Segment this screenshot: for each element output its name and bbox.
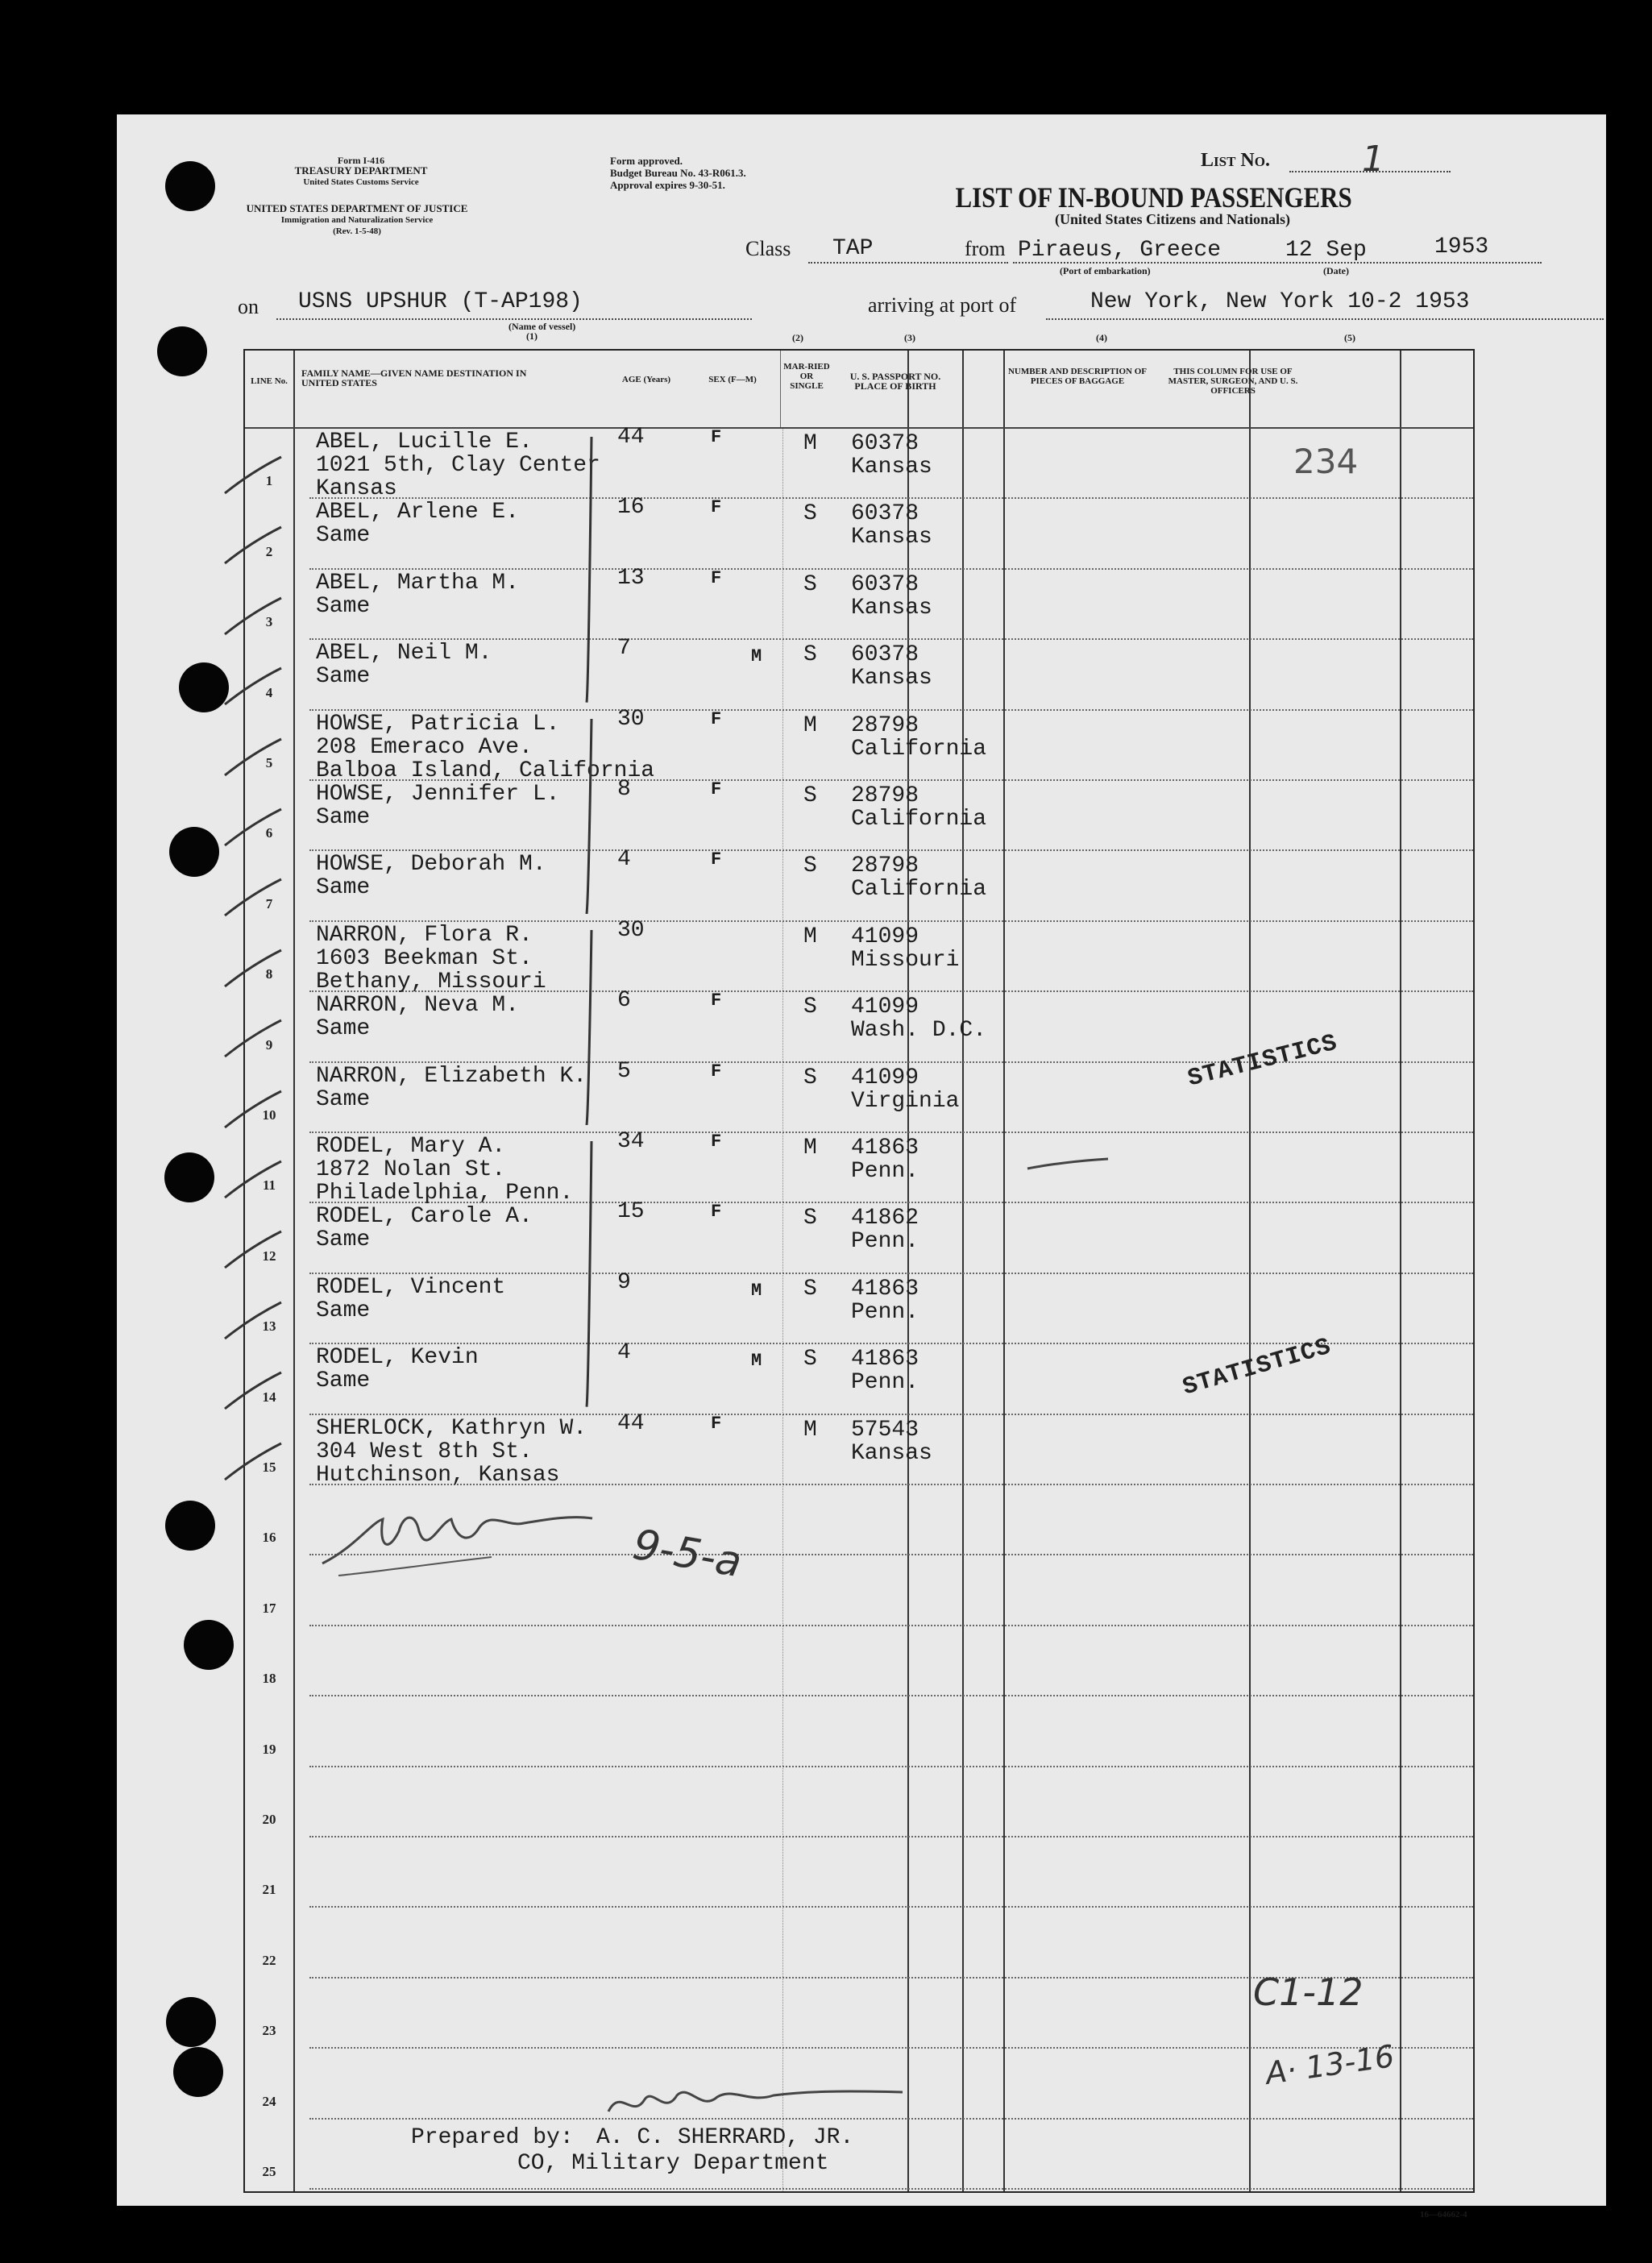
passenger-name: NARRON, Neva M. bbox=[316, 993, 520, 1019]
passenger-destination: Same bbox=[316, 1298, 371, 1323]
passenger-name: ABEL, Arlene E. bbox=[316, 500, 520, 525]
header-divider bbox=[245, 427, 1473, 429]
passport-number: 60378 bbox=[851, 571, 919, 597]
passenger-name: HOWSE, Jennifer L. bbox=[316, 782, 560, 807]
col-header-passport: U. S. PASSPORT NO. PLACE OF BIRTH bbox=[849, 371, 941, 392]
check-mark bbox=[221, 1157, 285, 1206]
check-mark bbox=[221, 1298, 285, 1347]
row-divider bbox=[309, 1906, 1473, 1908]
passenger-age: 30 bbox=[617, 917, 645, 943]
punch-hole bbox=[165, 1501, 215, 1551]
check-mark bbox=[221, 594, 285, 642]
vessel-line bbox=[276, 318, 752, 320]
handwritten-note: 9-5-a bbox=[629, 1520, 745, 1588]
line-number: 17 bbox=[262, 1600, 276, 1616]
passenger-age: 44 bbox=[617, 1410, 645, 1436]
line-number: 10 bbox=[262, 1107, 276, 1123]
col-divider bbox=[293, 351, 295, 2191]
line-number: 9 bbox=[265, 1036, 273, 1053]
arriving-line bbox=[1046, 318, 1604, 320]
line-number: 11 bbox=[262, 1177, 276, 1194]
passport-number: 28798 bbox=[851, 783, 919, 808]
passenger-marital-status: M bbox=[803, 1136, 817, 1161]
passenger-marital-status: M bbox=[803, 431, 817, 456]
passenger-marital-status: S bbox=[803, 783, 817, 808]
passenger-sex-female: F bbox=[711, 567, 722, 588]
passenger-destination-2: Balboa Island, California bbox=[316, 758, 655, 783]
check-mark bbox=[221, 946, 285, 994]
check-mark bbox=[221, 1227, 285, 1276]
place-of-birth: Kansas bbox=[851, 595, 932, 621]
passenger-marital-status: S bbox=[803, 1206, 817, 1231]
passenger-sex-female: F bbox=[711, 779, 722, 799]
col-divider bbox=[782, 427, 783, 2191]
passport-number: 60378 bbox=[851, 431, 919, 456]
passport-number: 60378 bbox=[851, 642, 919, 668]
passport-number: 57543 bbox=[851, 1417, 919, 1443]
passenger-destination-2: Bethany, Missouri bbox=[316, 969, 546, 994]
passenger-marital-status: S bbox=[803, 501, 817, 527]
passenger-age: 7 bbox=[617, 636, 631, 662]
line-number: 18 bbox=[262, 1671, 276, 1687]
check-mark bbox=[221, 664, 285, 712]
passenger-sex-female: F bbox=[711, 1061, 722, 1082]
line-number: 12 bbox=[262, 1248, 276, 1264]
passenger-destination-2: Hutchinson, Kansas bbox=[316, 1462, 560, 1488]
check-mark bbox=[221, 1368, 285, 1417]
row-divider bbox=[309, 1273, 1473, 1274]
passenger-sex-female: F bbox=[711, 1202, 722, 1223]
place-of-birth: Penn. bbox=[851, 1299, 919, 1325]
check-mark bbox=[221, 1087, 285, 1136]
row-divider bbox=[309, 1625, 1473, 1626]
passenger-destination: 1021 5th, Clay Center bbox=[316, 453, 600, 478]
class-label: Class bbox=[745, 237, 791, 260]
line-number: 6 bbox=[265, 825, 273, 841]
prepared-label: Prepared by: bbox=[411, 2125, 574, 2150]
place-of-birth: Kansas bbox=[851, 1440, 932, 1466]
passenger-name: HOWSE, Patricia L. bbox=[316, 711, 560, 737]
check-mark bbox=[221, 1016, 285, 1065]
row-divider bbox=[309, 638, 1473, 640]
line-number: 25 bbox=[262, 2164, 276, 2179]
bracket-mark bbox=[582, 437, 598, 703]
list-no-label: List No. bbox=[1201, 150, 1270, 171]
prepared-title: CO, Military Department bbox=[517, 2151, 829, 2176]
check-mark bbox=[221, 735, 285, 783]
row-divider bbox=[309, 849, 1473, 851]
check-mark bbox=[221, 453, 285, 501]
passenger-name: SHERLOCK, Kathryn W. bbox=[316, 1415, 587, 1441]
dept-justice-sub: Immigration and Naturalization Service bbox=[280, 215, 434, 225]
col-divider bbox=[1249, 351, 1251, 2191]
col-header-sex: SEX (F—M) bbox=[708, 375, 757, 384]
passenger-destination: Same bbox=[316, 1368, 371, 1394]
list-no-value: 1 bbox=[1362, 139, 1384, 180]
row-divider bbox=[309, 1414, 1473, 1415]
passenger-destination: Same bbox=[316, 875, 371, 901]
place-of-birth: Virginia bbox=[851, 1088, 960, 1114]
signature-mark bbox=[306, 1499, 661, 1588]
passenger-destination: 304 West 8th St. bbox=[316, 1439, 533, 1464]
arriving-label: arriving at port of bbox=[868, 293, 1017, 317]
passenger-destination: Same bbox=[316, 664, 371, 690]
passenger-age: 34 bbox=[617, 1129, 645, 1154]
line-number: 7 bbox=[265, 895, 273, 911]
passenger-name: RODEL, Kevin bbox=[316, 1345, 479, 1371]
passenger-destination: Same bbox=[316, 1086, 371, 1112]
approval-line-2: Budget Bureau No. 43-R061.3. bbox=[610, 167, 746, 179]
passenger-age: 13 bbox=[617, 565, 645, 591]
passenger-destination: 1603 Beekman St. bbox=[316, 945, 533, 971]
line-number: 3 bbox=[265, 614, 273, 630]
passenger-marital-status: S bbox=[803, 571, 817, 597]
place-of-birth: Penn. bbox=[851, 1370, 919, 1396]
punch-hole bbox=[166, 1997, 216, 2047]
row-divider bbox=[309, 2047, 1473, 2049]
passenger-age: 6 bbox=[617, 988, 631, 1014]
passenger-destination: 1872 Nolan St. bbox=[316, 1157, 506, 1182]
punch-hole bbox=[173, 2047, 223, 2097]
punch-hole bbox=[157, 326, 207, 376]
passenger-destination: Same bbox=[316, 805, 371, 830]
col-divider bbox=[780, 351, 781, 427]
dept-treasury-sub: United States Customs Service bbox=[303, 177, 419, 187]
row-divider bbox=[309, 1766, 1473, 1767]
passport-number: 41862 bbox=[851, 1206, 919, 1231]
statistics-stamp: STATISTICS bbox=[1185, 1029, 1341, 1094]
passenger-name: ABEL, Martha M. bbox=[316, 570, 520, 596]
col-divider bbox=[1003, 351, 1005, 2191]
col-header-age: AGE (Years) bbox=[621, 375, 671, 384]
col-header-baggage: NUMBER AND DESCRIPTION OF PIECES OF BAGGAGE bbox=[1007, 367, 1148, 386]
handwritten-note: A· 13-16 bbox=[1263, 2038, 1397, 2091]
passenger-age: 15 bbox=[617, 1199, 645, 1225]
line-number: 5 bbox=[265, 755, 273, 770]
revision: (Rev. 1-5-48) bbox=[333, 226, 381, 236]
line-number: 23 bbox=[262, 2023, 276, 2039]
form-number: Form I-416 bbox=[337, 155, 385, 166]
line-number: 2 bbox=[265, 543, 273, 559]
line-number: 24 bbox=[262, 2093, 276, 2109]
row-divider bbox=[309, 497, 1473, 499]
passport-number: 60378 bbox=[851, 501, 919, 527]
passenger-sex-female: F bbox=[711, 990, 722, 1011]
col-3-number: (3) bbox=[904, 332, 915, 343]
passenger-destination: Same bbox=[316, 523, 371, 549]
punch-hole bbox=[184, 1620, 234, 1670]
place-of-birth: Wash. D.C. bbox=[851, 1018, 987, 1044]
date-value: 12 Sep bbox=[1285, 238, 1367, 263]
passenger-table bbox=[243, 349, 1475, 2193]
line-number: 8 bbox=[265, 966, 273, 982]
passenger-marital-status: S bbox=[803, 994, 817, 1020]
passport-number: 41863 bbox=[851, 1136, 919, 1161]
passenger-marital-status: S bbox=[803, 642, 817, 668]
passenger-marital-status: M bbox=[803, 712, 817, 738]
col-divider bbox=[907, 351, 909, 2191]
col-5-number: (5) bbox=[1344, 332, 1355, 343]
place-of-birth: California bbox=[851, 877, 987, 903]
row-divider bbox=[309, 709, 1473, 711]
line-number: 16 bbox=[262, 1530, 276, 1546]
passenger-destination: Same bbox=[316, 593, 371, 619]
class-value: TAP bbox=[832, 236, 874, 261]
col-4-number: (4) bbox=[1096, 332, 1107, 343]
passport-number: 41863 bbox=[851, 1276, 919, 1302]
passenger-sex-female: F bbox=[711, 1132, 722, 1152]
bracket-mark bbox=[582, 719, 598, 914]
passenger-name: RODEL, Vincent bbox=[316, 1274, 506, 1300]
from-label: from bbox=[965, 237, 1006, 260]
col-header-officers: THIS COLUMN FOR USE OF MASTER, SURGEON, AND U. S. OFFICERS bbox=[1168, 367, 1298, 396]
passenger-destination-2: Kansas bbox=[316, 476, 397, 501]
passenger-name: NARRON, Flora R. bbox=[316, 922, 533, 948]
col-divider bbox=[1400, 351, 1401, 2191]
passenger-name: RODEL, Mary A. bbox=[316, 1134, 506, 1159]
place-of-birth: Kansas bbox=[851, 666, 932, 691]
passenger-destination: 208 Emeraco Ave. bbox=[316, 734, 533, 760]
passenger-age: 4 bbox=[617, 1340, 631, 1366]
passport-number: 28798 bbox=[851, 853, 919, 879]
port-caption: (Port of embarkation) bbox=[1060, 265, 1151, 276]
row-divider bbox=[309, 1836, 1473, 1837]
place-of-birth: California bbox=[851, 736, 987, 762]
passenger-destination: Same bbox=[316, 1227, 371, 1253]
passenger-sex-male: M bbox=[751, 1351, 762, 1372]
approval-line-3: Approval expires 9-30-51. bbox=[610, 179, 725, 191]
place-of-birth: Penn. bbox=[851, 1229, 919, 1255]
passenger-sex-female: F bbox=[711, 1413, 722, 1434]
punch-hole bbox=[165, 161, 215, 211]
passenger-sex-female: F bbox=[711, 497, 722, 518]
passenger-sex-male: M bbox=[751, 1280, 762, 1301]
row-divider bbox=[309, 1132, 1473, 1133]
passenger-name: ABEL, Neil M. bbox=[316, 641, 492, 666]
baggage-mark bbox=[1023, 1152, 1112, 1177]
print-code: 16—64662-4 bbox=[1420, 2210, 1467, 2219]
line-number: 1 bbox=[265, 473, 273, 489]
passenger-age: 9 bbox=[617, 1269, 631, 1295]
row-divider bbox=[309, 920, 1473, 922]
passenger-marital-status: S bbox=[803, 1276, 817, 1302]
bracket-mark bbox=[582, 930, 598, 1125]
date-caption: (Date) bbox=[1323, 265, 1349, 276]
passport-number: 41099 bbox=[851, 1065, 919, 1090]
line-number: 20 bbox=[262, 1812, 276, 1827]
check-mark bbox=[221, 875, 285, 924]
row-divider bbox=[309, 568, 1473, 570]
on-label: on bbox=[238, 295, 259, 318]
passenger-age: 44 bbox=[617, 425, 645, 450]
check-mark bbox=[221, 1439, 285, 1488]
line-number: 19 bbox=[262, 1741, 276, 1757]
col-header-married: MAR-RIED OR SINGLE bbox=[783, 362, 830, 391]
prepared-name: A. C. SHERRARD, JR. bbox=[596, 2125, 854, 2150]
passenger-marital-status: S bbox=[803, 1065, 817, 1090]
passenger-name: ABEL, Lucille E. bbox=[316, 430, 533, 455]
row-divider bbox=[309, 1695, 1473, 1696]
passenger-age: 4 bbox=[617, 847, 631, 873]
punch-hole bbox=[164, 1152, 214, 1202]
dept-treasury: TREASURY DEPARTMENT bbox=[294, 164, 428, 176]
line-number: 15 bbox=[262, 1460, 276, 1475]
bracket-mark bbox=[582, 1141, 598, 1407]
passenger-age: 8 bbox=[617, 777, 631, 802]
col-header-line: LINE No. bbox=[251, 376, 288, 386]
passenger-age: 5 bbox=[617, 1058, 631, 1084]
passenger-sex-male: M bbox=[751, 646, 762, 667]
line-number: 21 bbox=[262, 1882, 276, 1898]
page-title: LIST OF IN-BOUND PASSENGERS bbox=[955, 181, 1352, 214]
passport-number: 28798 bbox=[851, 712, 919, 738]
col-header-name: FAMILY NAME—GIVEN NAME DESTINATION IN UNITED STATES bbox=[301, 367, 527, 388]
handwritten-note: C1-12 bbox=[1253, 1970, 1364, 2014]
year-value: 1953 bbox=[1434, 235, 1489, 260]
place-of-birth: Kansas bbox=[851, 455, 932, 480]
passenger-marital-status: M bbox=[803, 1417, 817, 1443]
vessel-caption: (Name of vessel) bbox=[508, 321, 576, 332]
line-number: 22 bbox=[262, 1952, 276, 1968]
statistics-stamp: STATISTICS bbox=[1179, 1333, 1335, 1402]
passenger-marital-status: S bbox=[803, 853, 817, 879]
officer-number: 234 bbox=[1293, 442, 1359, 481]
passenger-sex-female: F bbox=[711, 849, 722, 870]
place-of-birth: Missouri bbox=[851, 947, 960, 973]
col-2-number: (2) bbox=[792, 332, 803, 343]
passenger-sex-female: F bbox=[711, 708, 722, 729]
arrival-port-value: New York, New York 10-2 1953 bbox=[1090, 289, 1470, 314]
class-line bbox=[808, 262, 1008, 264]
passenger-name: HOWSE, Deborah M. bbox=[316, 852, 546, 878]
vessel-value: USNS UPSHUR (T-AP198) bbox=[298, 289, 583, 314]
passport-number: 41099 bbox=[851, 994, 919, 1020]
page-subtitle: (United States Citizens and Nationals) bbox=[1054, 211, 1290, 227]
passenger-marital-status: S bbox=[803, 1347, 817, 1372]
passport-number: 41099 bbox=[851, 924, 919, 949]
place-of-birth: California bbox=[851, 807, 987, 832]
passenger-age: 16 bbox=[617, 495, 645, 521]
approval-line-1: Form approved. bbox=[610, 155, 683, 167]
vessel-col-number: (1) bbox=[526, 330, 538, 342]
col-divider bbox=[962, 351, 964, 2191]
line-number: 14 bbox=[262, 1389, 276, 1405]
passenger-destination-2: Philadelphia, Penn. bbox=[316, 1181, 574, 1206]
line-number: 4 bbox=[265, 684, 273, 700]
passenger-age: 30 bbox=[617, 706, 645, 732]
line-number: 13 bbox=[262, 1318, 276, 1335]
passenger-sex-female: F bbox=[711, 427, 722, 447]
port-embarkation-value: Piraeus, Greece bbox=[1018, 238, 1222, 263]
passenger-name: RODEL, Carole A. bbox=[316, 1204, 533, 1230]
place-of-birth: Kansas bbox=[851, 525, 932, 550]
passenger-destination: Same bbox=[316, 1016, 371, 1042]
row-divider bbox=[309, 2188, 1473, 2190]
check-mark bbox=[221, 523, 285, 571]
passenger-name: NARRON, Elizabeth K. bbox=[316, 1063, 587, 1089]
dept-justice: UNITED STATES DEPARTMENT OF JUSTICE bbox=[246, 202, 468, 214]
check-mark bbox=[221, 805, 285, 853]
punch-hole bbox=[169, 827, 219, 877]
passenger-marital-status: M bbox=[803, 924, 817, 949]
passport-number: 41863 bbox=[851, 1347, 919, 1372]
place-of-birth: Penn. bbox=[851, 1159, 919, 1184]
